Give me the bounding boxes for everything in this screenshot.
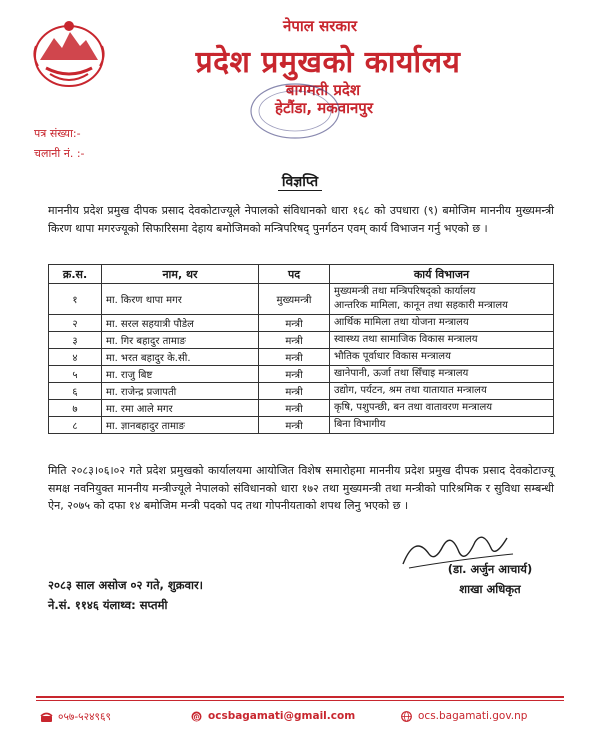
cell-name: मा. गिर बहादुर तामाङ — [102, 332, 259, 349]
portfolio-line: उद्योग, पर्यटन, श्रम तथा यातायात मन्त्रालय — [334, 385, 487, 396]
footer-divider — [36, 696, 564, 698]
cell-name: मा. राजेन्द्र प्रजापती — [102, 383, 259, 400]
signatory-title: शाखा अधिकृत — [459, 582, 521, 596]
cell-portfolio — [330, 417, 554, 434]
province-name: बागमती प्रदेश — [285, 81, 361, 99]
government-name: नेपाल सरकार — [283, 17, 357, 35]
footer-website-url[interactable]: ocs.bagamati.gov.np — [418, 710, 528, 722]
portfolio-line: खानेपानी, ऊर्जा तथा सिँचाइ मन्त्रालय — [334, 368, 469, 379]
table-row — [49, 284, 554, 315]
cell-post: मन्त्री — [259, 366, 330, 383]
cabinet-table — [48, 264, 554, 434]
portfolio-line: आर्थिक मामिला तथा योजना मन्त्रालय — [334, 317, 469, 328]
header-serial: क्र.स. — [49, 265, 102, 284]
globe-icon — [400, 711, 413, 722]
cell-serial: ७ — [49, 400, 102, 417]
dispatch-number-label: चलानी नं. :- — [34, 147, 85, 160]
cell-name: मा. किरण थापा मगर — [102, 284, 259, 315]
cell-name: मा. रमा आले मगर — [102, 400, 259, 417]
portfolio-line: कृषि, पशुपन्छी, बन तथा वातावरण मन्त्रालय — [334, 402, 493, 413]
table-row — [49, 400, 554, 417]
notice-paragraph-2: मिति २०८३।०६।०२ गते प्रदेश प्रमुखको कार्यालयमा आयोजित विशेष समारोहमा माननीय प्रदेश प्रमुख दीपक प्रसाद देवकोटाज्यू समक्ष नवनियुक्त माननीय मन्त्रीज्यूले नेपालको संविधानको धारा १७२ तथा मुख्यमन्त्री तथा मन्त्रीको पारिश्रमिक र सुविधा सम्बन्धी ऐन, २०७५ को दफा १४ बमोजिम मन्त्री पदको पद तथा गोपनीयताको शपथ लिनु भएको छ । — [48, 464, 554, 512]
cell-serial: २ — [49, 315, 102, 332]
footer-website — [400, 710, 527, 722]
svg-text:@: @ — [192, 712, 201, 721]
letter-number-label: पत्र संख्या:- — [34, 127, 81, 140]
date-line: २०८३ साल असोज ०२ गते, शुक्रवार। — [48, 578, 204, 592]
table-header-row — [49, 265, 554, 284]
nepal-sambat-line: ने.सं. ११४६ यंलाथ्व: सप्तमी — [48, 598, 168, 612]
cell-portfolio — [330, 332, 554, 349]
cell-portfolio — [330, 366, 554, 383]
table-row — [49, 315, 554, 332]
cell-portfolio — [330, 400, 554, 417]
footer-email — [190, 710, 355, 722]
table-row — [49, 417, 554, 434]
cell-name: मा. सरल सहयात्री पौडेल — [102, 315, 259, 332]
footer-email-address[interactable]: ocsbagamati@gmail.com — [208, 710, 356, 722]
table-row — [49, 349, 554, 366]
cell-name: मा. ज्ञानबहादुर तामाङ — [102, 417, 259, 434]
table-row — [49, 366, 554, 383]
footer-phone-number: ०५७-५२४९६९ — [58, 711, 111, 723]
cell-serial: ३ — [49, 332, 102, 349]
notice-paragraph-1: माननीय प्रदेश प्रमुख दीपक प्रसाद देवकोटाज्यूले नेपालको संविधानको धारा १६८ को उपधारा (९) बमोजिम माननीय मुख्यमन्त्री किरण थापा मगरज्यूको सिफारिसमा देहाय बमोजिमको मन्त्रिपरिषद् पुनर्गठन एवम् कार्य विभाजन गर्नु भएको छ । — [48, 204, 554, 235]
cell-post: मन्त्री — [259, 315, 330, 332]
cell-portfolio — [330, 349, 554, 366]
footer-phone — [40, 710, 111, 724]
office-address: हेटौंडा, मकवानपुर — [275, 99, 373, 117]
portfolio-line: मुख्यमन्त्री तथा मन्त्रिपरिषद्को कार्यालय — [334, 286, 476, 297]
portfolio-line: आन्तरिक मामिला, कानून तथा सहकारी मन्त्रालय — [334, 300, 508, 311]
phone-icon — [40, 712, 53, 723]
cell-name: मा. राजु बिष्ट — [102, 366, 259, 383]
cell-serial: ६ — [49, 383, 102, 400]
office-name: प्रदेश प्रमुखको कार्यालय — [195, 45, 461, 80]
cell-portfolio — [330, 284, 554, 315]
portfolio-line: भौतिक पूर्वाधार विकास मन्त्रालय — [334, 351, 451, 362]
signatory-name: (डा. अर्जुन आचार्य) — [447, 562, 533, 576]
cell-serial: ५ — [49, 366, 102, 383]
office-stamp — [246, 80, 344, 142]
cell-name: मा. भरत बहादुर के.सी. — [102, 349, 259, 366]
footer-divider-thin — [36, 700, 564, 701]
table-row — [49, 383, 554, 400]
cell-post: मन्त्री — [259, 349, 330, 366]
cell-post: मन्त्री — [259, 417, 330, 434]
header-name: नाम, थर — [102, 265, 259, 284]
header-portfolio: कार्य विभाजन — [330, 265, 554, 284]
cell-post: मन्त्री — [259, 332, 330, 349]
cell-post: मुख्यमन्त्री — [259, 284, 330, 315]
header-post: पद — [259, 265, 330, 284]
cell-portfolio — [330, 383, 554, 400]
cell-serial: ४ — [49, 349, 102, 366]
notice-title: विज्ञप्ति — [255, 172, 345, 191]
cell-post: मन्त्री — [259, 400, 330, 417]
portfolio-line: स्वास्थ्य तथा सामाजिक विकास मन्त्रालय — [334, 334, 478, 345]
table-row — [49, 332, 554, 349]
cabinet-table-body — [49, 284, 554, 434]
cell-portfolio — [330, 315, 554, 332]
portfolio-line: बिना विभागीय — [334, 419, 386, 430]
email-icon — [190, 711, 203, 722]
cell-post: मन्त्री — [259, 383, 330, 400]
cell-serial: १ — [49, 284, 102, 315]
cell-serial: ८ — [49, 417, 102, 434]
nepal-emblem-logo — [30, 16, 108, 90]
